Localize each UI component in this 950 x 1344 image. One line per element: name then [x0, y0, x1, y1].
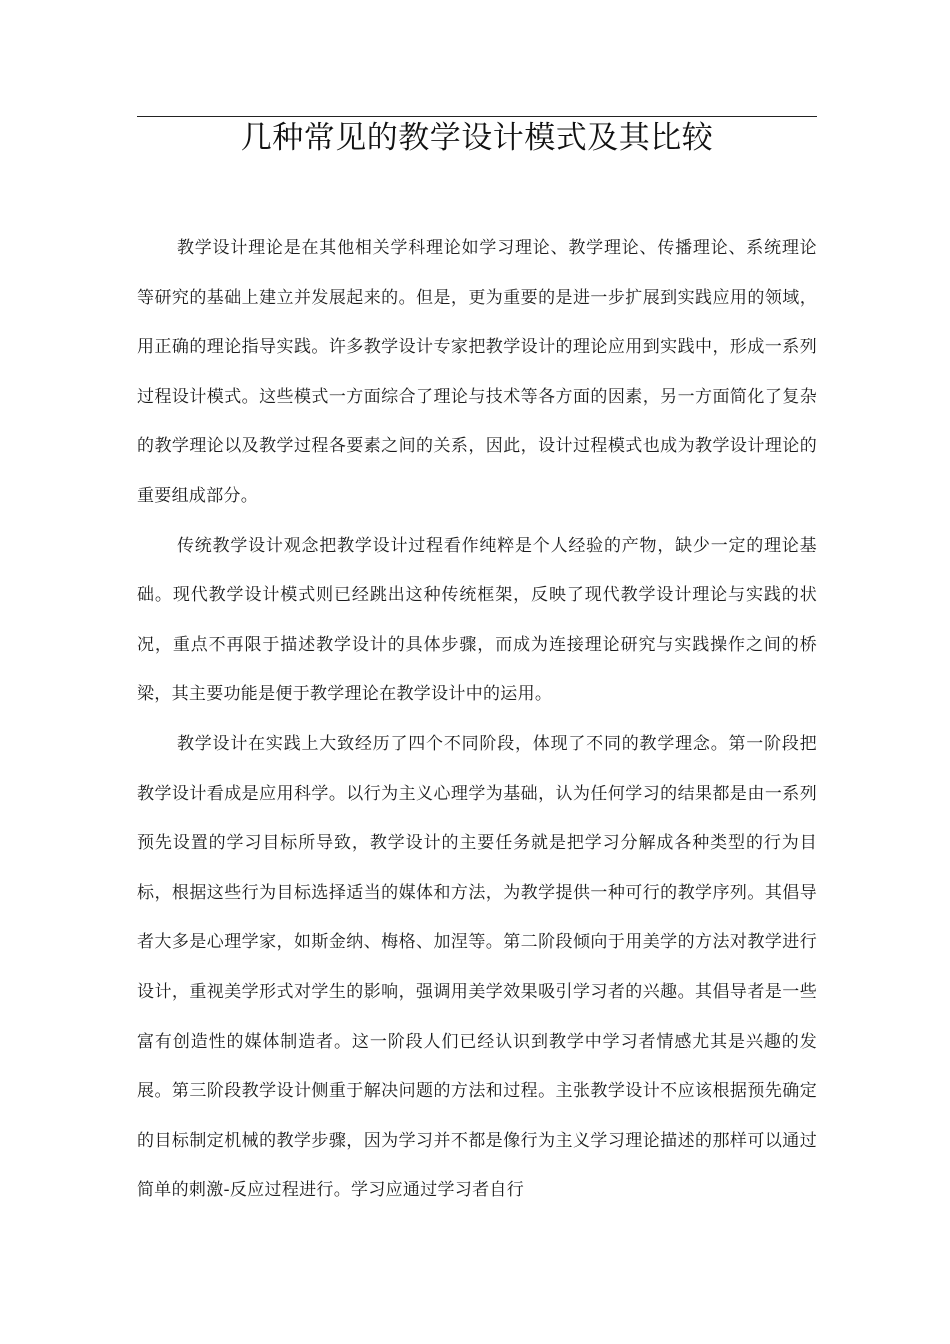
document-body — [137, 224, 817, 1216]
paragraph-3: 教学设计在实践上大致经历了四个不同阶段，体现了不同的教学理念。第一阶段把教学设计看成是应用科学。以行为主义心理学为基础，认为任何学习的结果都是由一系列预先设置的学习目标所导致，教学设计的主要任务就是把学习分解成各种类型的行为目标，根据这些行为目标选择适当的媒体和方法，为教学提供一种可行的教学序列。其倡导者大多是心理学家，如斯金纳、梅格、加涅等。第二阶段倾向于用美学的方法对教学进行设计，重视美学形式对学生的影响，强调用美学效果吸引学习者的兴趣。其倡导者是一些富有创造性的媒体制造者。这一阶段人们已经认识到教学中学习者情感尤其是兴趣的发展。第三阶段教学设计侧重于解决问题的方法和过程。主张教学设计不应该根据预先确定的目标制定机械的教学步骤，因为学习并不都是像行为主义学习理论描述的那样可以通过简单的刺激-反应过程进行。学习应通过学习者自行 — [137, 733, 817, 1201]
paragraph-1: 教学设计理论是在其他相关学科理论如学习理论、教学理论、传播理论、系统理论等研究的基础上建立并发展起来的。但是，更为重要的是进一步扩展到实践应用的领域，用正确的理论指导实践。许多教学设计专家把教学设计的理论应用到实践中，形成一系列过程设计模式。这些模式一方面综合了理论与技术等各方面的因素，另一方面简化了复杂的教学理论以及教学过程各要素之间的关系，因此，设计过程模式也成为教学设计理论的重要组成部分。 — [137, 238, 817, 506]
document-title: 几种常见的教学设计模式及其比较 — [240, 120, 714, 156]
header-rule — [137, 116, 817, 117]
paragraph-2: 传统教学设计观念把教学设计过程看作纯粹是个人经验的产物，缺少一定的理论基础。现代教学设计模式则已经跳出这种传统框架，反映了现代教学设计理论与实践的状况，重点不再限于描述教学设计的具体步骤，而成为连接理论研究与实践操作之间的桥梁，其主要功能是便于教学理论在教学设计中的运用。 — [137, 535, 817, 705]
